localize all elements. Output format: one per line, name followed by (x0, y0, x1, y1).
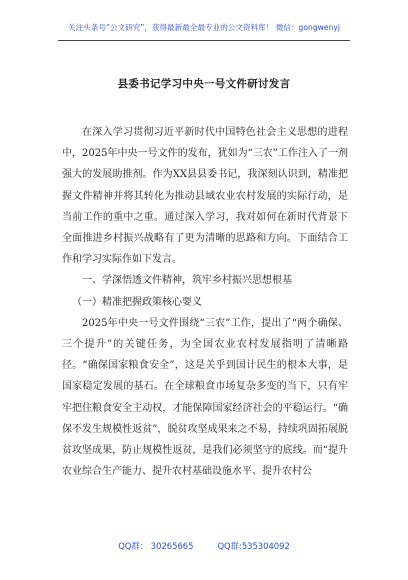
footer-qq-group-1: QQ群： 30265665 (118, 541, 194, 551)
section-heading: 一、学深悟透文件精神，筑牢乡村振兴思想根基 (82, 275, 292, 287)
header-divider (58, 40, 350, 41)
document-title: 县委书记学习中央一号文件研讨发言 (117, 78, 291, 90)
document-body (62, 122, 348, 482)
body-paragraph: 在深入学习贯彻习近平新时代中国特色社会主义思想的进程中，2025年中央一号文件的发布，犹如为“三农”工作注入了一剂强大的发展助推剂。作为XX县县委书记，我深刻认识到，精准把握文件精神并将其转化为推动县域农业农村发展的实际行动，是当前工作的重中之重。通过深入学习，我对如何在新时代背景下全面推进乡村振兴战略有了更为清晰的思路和方向。下面结合工作和学习实际作如下发言。 (62, 127, 348, 266)
footer-contact (0, 540, 408, 552)
subsection-heading: （一）精准把握政策核心要义 (72, 296, 202, 308)
body-paragraph: 2025年中央一号文件围绕“三农”工作，提出了“两个确保、三个提升”的关键任务，为全国农业农村发展指明了清晰路径。“确保国家粮食安全”，这是关乎到国计民生的根本大事，是国家稳定发展的基石。在全球粮食市场复杂多变的当下，只有牢牢把住粮食安全主动权，才能保障国家经济社会的平稳运行。“确保不发生规模性返贫”，脱贫攻坚成果来之不易，持续巩固拓展脱贫攻坚成果，防止规模性返贫，是我们必须坚守的底线。而“提升农业综合生产能力、提升农村基础设施水平、提升农村公 (62, 317, 348, 478)
footer-qq-group-2: QQ群:535304092 (217, 541, 290, 551)
header-banner: 关注头条号“公文研究”，获得最新最全最专业的公文资料库！ 微信：gongwenyj (68, 23, 340, 32)
